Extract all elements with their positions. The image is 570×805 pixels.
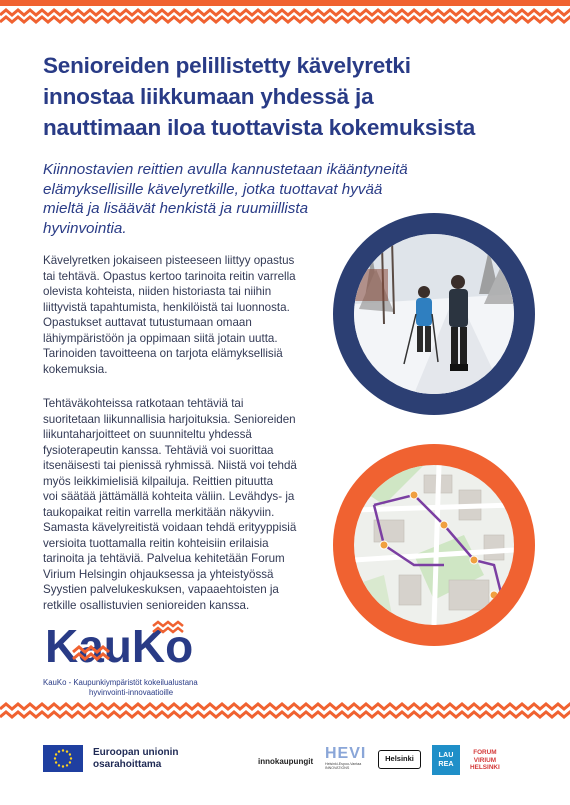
body-line: kokemuksia. (43, 362, 108, 376)
hevi-wordmark: HEVI (325, 745, 367, 762)
hevi-subtitle-line: INNOVATIONS (325, 766, 350, 771)
body-line: Tarinoiden tavoitteena on tarjota elämyksellisiä (43, 347, 283, 360)
body-paragraph-tasks (43, 396, 343, 613)
body-line: suoritetaan liikunnallisia harjoituksia. Senioreiden (43, 412, 296, 426)
title-line: nauttimaan iloa tuottavista kokemuksista (43, 115, 476, 140)
helsinki-logo: Helsinki (378, 750, 421, 769)
hevi-logo (325, 745, 369, 775)
laurea-line: REA (438, 759, 454, 768)
eu-funding-line: Euroopan unionin (93, 747, 179, 758)
innokaupungit-logo: innokaupungit (258, 757, 314, 766)
body-line: liikuntaharjoitteet on suunniteltu yhdessä (43, 428, 252, 441)
forum-line: FORUM (473, 749, 497, 756)
body-line: olevista kohteista, niiden historiasta tai niihin (43, 285, 272, 298)
body-line: Kävelyretken jokaiseen pisteeseen liittyy opastus (43, 254, 295, 267)
logo-caption-line: hyvinvointi-innovaatioille (89, 688, 174, 697)
hevi-subtitle-line: Helsinki-Espoo-Vantaa (325, 762, 362, 766)
forum-virium-logo (470, 749, 500, 772)
body-line: Virium Helsingin ohjauksessa ja yhteistyössä (43, 567, 274, 581)
body-line: itsenäisesti tai pienissä ryhmissä. Niistä voi tehdä (43, 459, 297, 472)
eu-funding-text (93, 747, 179, 771)
partner-footer (0, 730, 570, 805)
body-line: retkille osallistuvien senioreiden kanssa. (43, 598, 250, 612)
title-line: innostaa liikkumaan yhdessä ja (43, 84, 374, 109)
lead-line: Kiinnostavien reittien avulla kannustetaan ikääntyneitä (43, 161, 408, 178)
body-line: Syystien palvelukeskuksen, vapaaehtoisten ja (43, 583, 279, 596)
laurea-line: LAU (438, 750, 454, 759)
title-line: Senioreiden pelillistetty kävelyretki (43, 53, 411, 78)
body-paragraph-guidance (43, 253, 343, 377)
route-map (354, 465, 514, 625)
lead-line: hyvinvointia. (43, 219, 127, 237)
body-line: tarinoita ja tehtäviä. Palvelua kehitetään Forum (43, 552, 285, 565)
body-line: Tehtäväkohteissa ratkotaan tehtäviä tai (43, 397, 244, 410)
forum-line: HELSINKI (470, 764, 500, 772)
body-line: fysioterapeutin kanssa. Tehtäviä voi suorittaa (43, 443, 274, 457)
eu-flag-icon (43, 745, 83, 772)
kauko-logo (43, 618, 193, 678)
body-line: lähiympäristöön ja oppimaan siitä jotain uutta. (43, 331, 278, 345)
top-zigzag-border (0, 0, 570, 24)
walkers-photo-circle (333, 213, 535, 415)
bottom-zigzag-border (0, 700, 570, 726)
logo-caption (43, 678, 263, 698)
body-line: taukopaikat reitin varrella merkitään näkyviin. (43, 505, 275, 519)
body-line: tai tehtävä. Opastus kertoo tarinoita reitin varrella (43, 269, 296, 283)
forum-line: VIRIUM (473, 756, 497, 764)
eu-funding-line: osarahoittama (93, 759, 162, 770)
body-line: versioita tuottamalla reitin kohteisiin erilaisia (43, 536, 269, 550)
body-line: Opastukset auttavat tutustumaan omaan (43, 316, 252, 329)
winter-walk-photo (354, 234, 514, 394)
route-map-circle (333, 444, 535, 646)
lead-line: mieltä ja lisäävät henkistä ja ruumiillista (43, 200, 309, 218)
page-title (43, 50, 543, 143)
body-line: Samasta kävelyreitistä voidaan tehdä erityyppisiä (43, 521, 297, 534)
kauko-wordmark: KauKo (45, 620, 193, 672)
body-line: liittyvistä tapahtumista, henkilöistä tai luonnosta. (43, 300, 290, 314)
body-line: myös leikkimielisiä kilpailuja. Reittien pituutta (43, 474, 274, 488)
hevi-subtitle (325, 762, 361, 771)
laurea-logo (432, 745, 460, 775)
lead-line: elämyksellisille kävelyretkille, jotka tuottavat hyvää (43, 180, 383, 198)
logo-caption-line: KauKo - Kaupunkiympäristöt kokeilualustana (43, 678, 198, 687)
body-line: voi säätää jättämällä kohteita väliin. Levähdys- ja (43, 490, 295, 503)
